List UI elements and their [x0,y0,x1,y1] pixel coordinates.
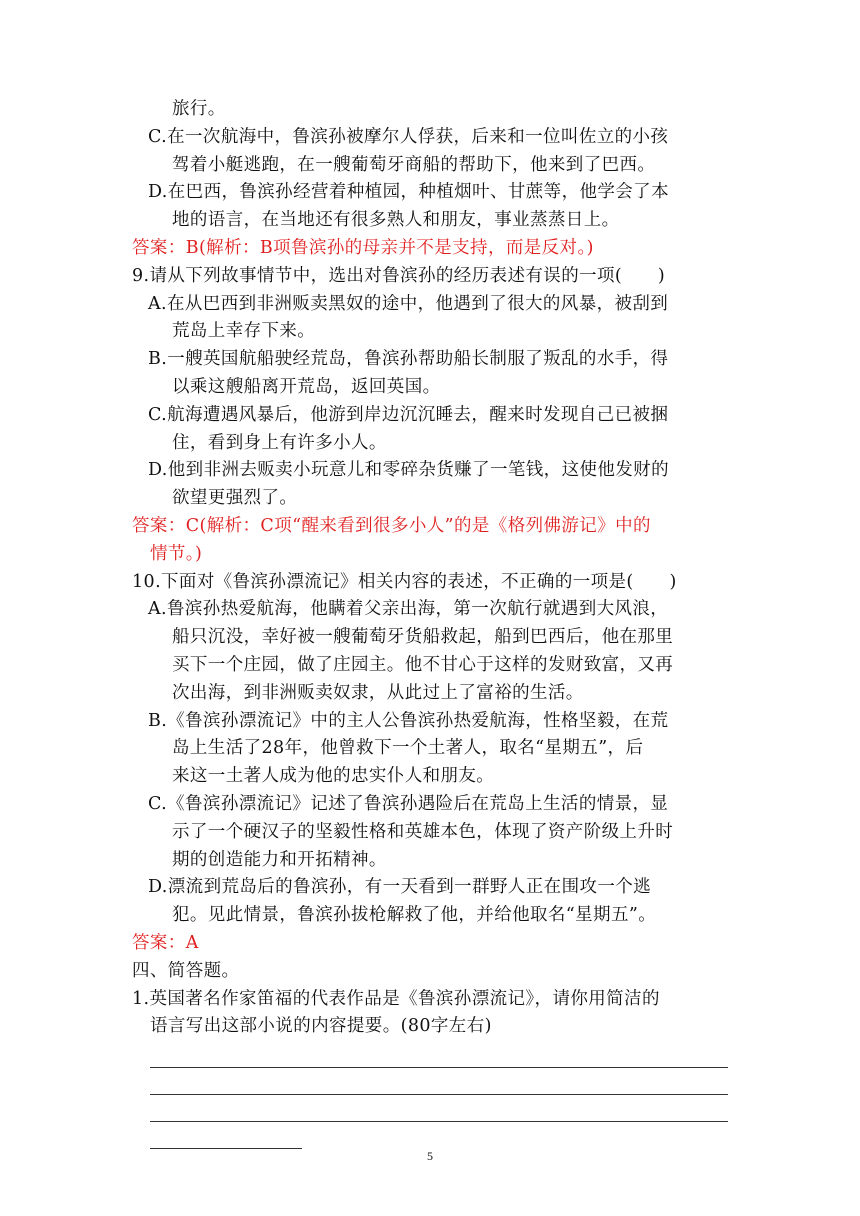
answer-line: 情节。) [150,543,203,564]
q9-option-d [132,457,732,513]
option-line: C.在一次航海中，鲁滨孙被摩尔人俘获，后来和一位叫佐立的小孩 [148,126,669,147]
section-heading: 四、简答题。 [132,960,240,981]
option-line: 以乘这艘船离开荒岛，返回英国。 [172,376,441,397]
option-line: B.一艘英国航船驶经荒岛，鲁滨孙帮助船长制服了叛乱的水手，得 [148,349,669,370]
option-line: D.在巴西，鲁滨孙经营着种植园，种植烟叶、甘蔗等，他学会了本 [148,182,669,203]
q8-option-c [132,124,732,180]
answer-blank-line[interactable] [150,1095,728,1122]
option-line: 岛上生活了28年，他曾救下一个土著人，取名“星期五”，后 [172,738,644,759]
page-content [132,96,732,1149]
q8-option-d [132,179,732,235]
q8-continuation: 旅行。 [172,99,226,119]
q9-option-b [132,346,732,402]
q9-stem: 9.请从下列故事情节中，选出对鲁滨孙的经历表述有误的一项( ) [132,265,666,286]
question-line: 语言写出这部小说的内容提要。(80字左右) [150,1016,492,1037]
q9-option-c [132,402,732,458]
short-answer-question-1 [132,986,732,1042]
q10-option-d [132,874,732,930]
option-line: 次出海，到非洲贩卖奴隶，从此过上了富裕的生活。 [172,682,584,703]
option-line: D.他到非洲去贩卖小玩意儿和零碎杂货赚了一笔钱，这使他发财的 [148,460,669,481]
option-line: 欲望更强烈了。 [172,488,298,509]
option-line: 期的创造能力和开拓精神。 [172,849,387,870]
option-line: 示了一个硬汉子的坚毅性格和英雄本色，体现了资产阶级上升时 [172,821,674,842]
q8-answer: 答案：B(解析：B项鲁滨孙的母亲并不是支持，而是反对。) [132,237,594,258]
option-line: 住，看到身上有许多小人。 [172,432,387,453]
option-line: B.《鲁滨孙漂流记》中的主人公鲁滨孙热爱航海，性格坚毅，在荒 [148,710,669,731]
option-line: 来这一土著人成为他的忠实仆人和朋友。 [172,766,495,787]
answer-blank-line[interactable] [150,1122,302,1149]
q10-stem: 10.下面对《鲁滨孙漂流记》相关内容的表述，不正确的一项是( ) [132,571,677,592]
answer-line: 答案：C(解析：C项“醒来看到很多小人”的是《格列佛游记》中的 [132,515,651,536]
answer-area[interactable] [132,1041,732,1149]
option-line: A.在从巴西到非洲贩卖黑奴的途中，他遇到了很大的风暴，被刮到 [148,293,669,314]
answer-blank-line[interactable] [150,1041,728,1068]
page-number: 5 [427,1149,433,1163]
option-line: 买下一个庄园，做了庄园主。他不甘心于这样的发财致富，又再 [172,654,674,675]
option-line: 船只沉没，幸好被一艘葡萄牙货船救起，船到巴西后，他在那里 [172,627,674,648]
option-line: 驾着小艇逃跑，在一艘葡萄牙商船的帮助下，他来到了巴西。 [172,154,656,175]
option-line: 地的语言，在当地还有很多熟人和朋友，事业蒸蒸日上。 [172,210,620,231]
option-line: A.鲁滨孙热爱航海，他瞒着父亲出海，第一次航行就遇到大风浪， [148,599,669,620]
q10-option-a [132,596,732,707]
q10-option-c [132,791,732,874]
q9-answer [132,513,732,569]
q10-option-b [132,708,732,791]
option-line: D.漂流到荒岛后的鲁滨孙，有一天看到一群野人正在围攻一个逃 [148,877,652,898]
option-line: C.《鲁滨孙漂流记》记述了鲁滨孙遇险后在荒岛上生活的情景，显 [148,793,669,814]
answer-blank-line[interactable] [150,1068,728,1095]
option-line: 犯。见此情景，鲁滨孙拔枪解救了他，并给他取名“星期五”。 [172,905,657,926]
q10-answer: 答案：A [132,932,199,953]
question-line: 1.英国著名作家笛福的代表作品是《鲁滨孙漂流记》，请你用简洁的 [132,988,660,1009]
option-line: C.航海遭遇风暴后，他游到岸边沉沉睡去，醒来时发现自己已被捆 [148,404,669,425]
option-line: 荒岛上幸存下来。 [172,321,316,342]
q9-option-a [132,291,732,347]
